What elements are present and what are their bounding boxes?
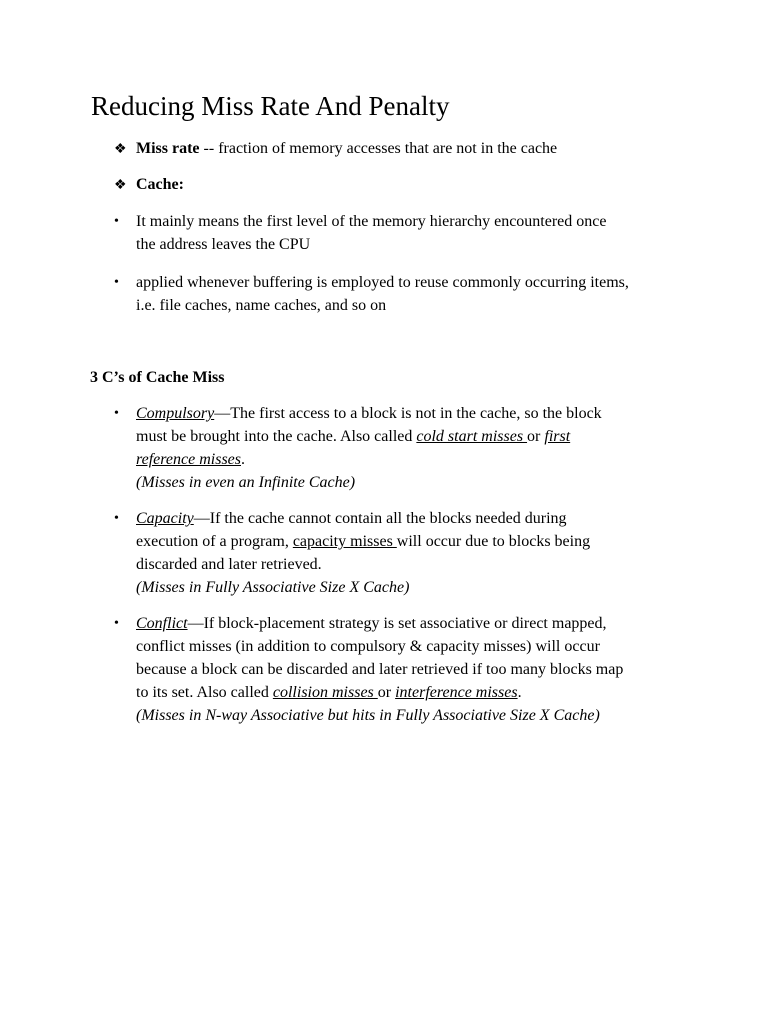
text-line xyxy=(136,612,676,635)
text-line xyxy=(136,507,676,530)
text-segment: to its set. Also called xyxy=(136,684,273,701)
page-title: Reducing Miss Rate And Penalty xyxy=(91,91,450,121)
text-segment: or xyxy=(377,684,396,701)
alias-term: capacity misses xyxy=(292,533,397,550)
bullet-icon: • xyxy=(114,214,119,229)
definition-term: Cache: xyxy=(136,176,184,193)
alias-term: interference misses xyxy=(395,684,518,701)
text-segment: or xyxy=(527,428,545,445)
text-line xyxy=(136,448,676,471)
alias-term: collision misses xyxy=(272,684,378,701)
diamond-bullet-icon: ❖ xyxy=(114,142,127,157)
text-line xyxy=(136,681,676,704)
text-segment: . xyxy=(241,451,245,468)
text-segment: must be brought into the cache. Also called xyxy=(136,428,417,445)
bullet-icon: • xyxy=(114,406,119,421)
list-item-text xyxy=(136,211,696,256)
text-line: applied whenever buffering is employed to reuse commonly occurring items, xyxy=(136,274,629,291)
miss-note: (Misses in even an Infinite Cache) xyxy=(136,474,356,491)
definition-miss-rate xyxy=(114,138,557,161)
bullet-icon: • xyxy=(114,511,119,526)
text-segment: will occur due to blocks being xyxy=(396,533,591,550)
bullet-icon: • xyxy=(114,616,119,631)
text-line xyxy=(136,425,676,448)
text-line: discarded and later retrieved. xyxy=(136,556,322,573)
diamond-bullet-icon: ❖ xyxy=(114,178,127,193)
list-item-text xyxy=(136,402,676,494)
alias-term: reference misses xyxy=(136,451,241,468)
miss-type-term: Compulsory xyxy=(136,405,215,422)
miss-type-term: Capacity xyxy=(136,510,194,527)
text-line: because a block can be discarded and later retrieved if too many blocks map xyxy=(136,661,624,678)
definition-cache xyxy=(114,174,184,197)
text-line xyxy=(136,402,676,425)
miss-note: (Misses in Fully Associative Size X Cache) xyxy=(136,579,410,596)
text-line: i.e. file caches, name caches, and so on xyxy=(136,296,387,314)
list-item-text xyxy=(136,272,696,317)
list-item-text xyxy=(136,507,676,599)
definition-text: -- fraction of memory accesses that are not in the cache xyxy=(199,140,558,157)
alias-term: cold start misses xyxy=(416,428,528,445)
alias-term: first xyxy=(544,428,571,445)
text-segment: execution of a program, xyxy=(136,533,293,550)
text-line: It mainly means the first level of the memory hierarchy encountered once xyxy=(136,213,607,230)
text-line: conflict misses (in addition to compulsory & capacity misses) will occur xyxy=(136,638,600,655)
miss-note: (Misses in N-way Associative but hits in Fully Associative Size X Cache) xyxy=(136,707,600,724)
list-item-text xyxy=(136,612,676,727)
text-segment: . xyxy=(517,684,522,701)
text-segment: —If the cache cannot contain all the blocks needed during xyxy=(193,510,567,527)
section-heading: 3 C’s of Cache Miss xyxy=(90,369,225,386)
text-segment: —If block-placement strategy is set associative or direct mapped, xyxy=(187,615,607,632)
miss-type-term: Conflict xyxy=(136,615,188,632)
definition-term: Miss rate xyxy=(136,140,200,157)
text-line: the address leaves the CPU xyxy=(136,235,311,253)
text-line xyxy=(136,530,676,553)
text-segment: —The first access to a block is not in the cache, so the block xyxy=(214,405,602,422)
bullet-icon: • xyxy=(114,275,119,290)
